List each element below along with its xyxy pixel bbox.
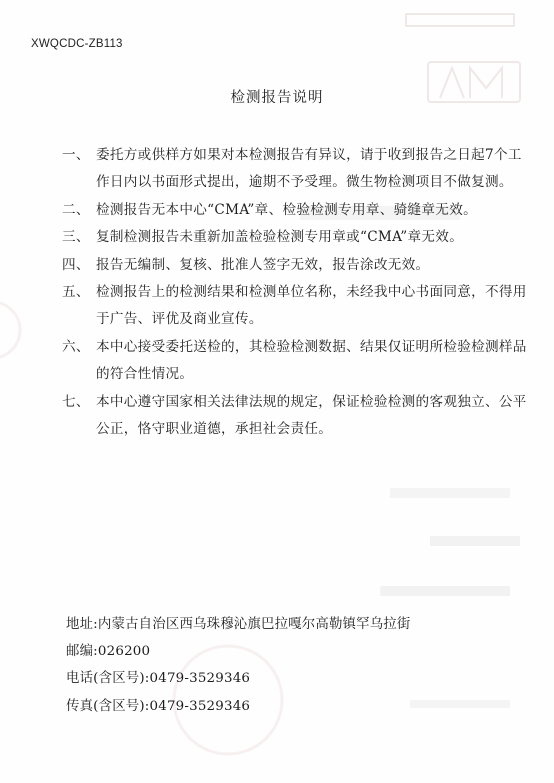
document-code: XWQCDC-ZB113	[31, 38, 123, 50]
contact-info	[66, 611, 536, 720]
clause-number: 三、	[62, 229, 90, 246]
address-line	[66, 611, 536, 638]
postcode-label: 邮编:	[66, 644, 98, 660]
postcode-line	[66, 638, 536, 665]
address-label: 地址:	[66, 617, 98, 632]
clause-item	[62, 389, 532, 444]
clause-text: 本中心遵守国家相关法律法规的规定，保证检验检测的客观独立、公平公正，恪守职业道德，承担社会责任。	[96, 393, 527, 438]
fax-label: 传真(含区号):	[66, 698, 150, 714]
clause-number: 七、	[62, 393, 90, 410]
address-value: 内蒙古自治区西乌珠穆沁旗巴拉嘎尔高勒镇罕乌拉街	[97, 617, 411, 632]
clause-text: 委托方或供样方如果对本检测报告有异议，请于收到报告之日起7个工作日内以书面形式提出，逾期不予受理。微生物检测项目不做复测。	[96, 147, 522, 191]
phone-line	[66, 665, 536, 692]
phone-label: 电话(含区号):	[66, 671, 150, 687]
clause-text: 检测报告上的检测结果和检测单位名称，未经我中心书面同意，不得用于广告、评优及商业宣传。	[96, 284, 527, 328]
clause-item	[62, 142, 532, 197]
postcode-value: 026200	[97, 644, 151, 660]
report-title: 检测报告说明	[230, 90, 324, 106]
phone-value: 0479-3529346	[149, 671, 251, 687]
clause-text: 本中心接受委托送检的，其检验检测数据、结果仅证明所检验检测样品的符合性情况。	[96, 338, 527, 383]
clause-number: 五、	[62, 284, 90, 301]
clause-item	[62, 279, 532, 334]
clause-text: 复制检测报告未重新加盖检验检测专用章或“CMA”章无效。	[96, 229, 464, 246]
clause-number: 六、	[62, 338, 90, 355]
clause-number: 一、	[62, 147, 90, 163]
clause-text: 报告无编制、复核、批准人签字无效，报告涂改无效。	[96, 256, 430, 273]
clause-number: 二、	[62, 201, 90, 218]
fax-value: 0479-3529346	[149, 698, 251, 714]
clause-item	[62, 224, 532, 251]
clause-item	[62, 197, 532, 224]
clause-text: 检测报告无本中心“CMA”章、检验检测专用章、骑缝章无效。	[96, 201, 477, 218]
clause-list	[62, 142, 532, 443]
clause-item	[62, 252, 532, 279]
clause-number: 四、	[62, 256, 90, 273]
fax-line	[66, 693, 536, 720]
clause-item	[62, 334, 532, 389]
